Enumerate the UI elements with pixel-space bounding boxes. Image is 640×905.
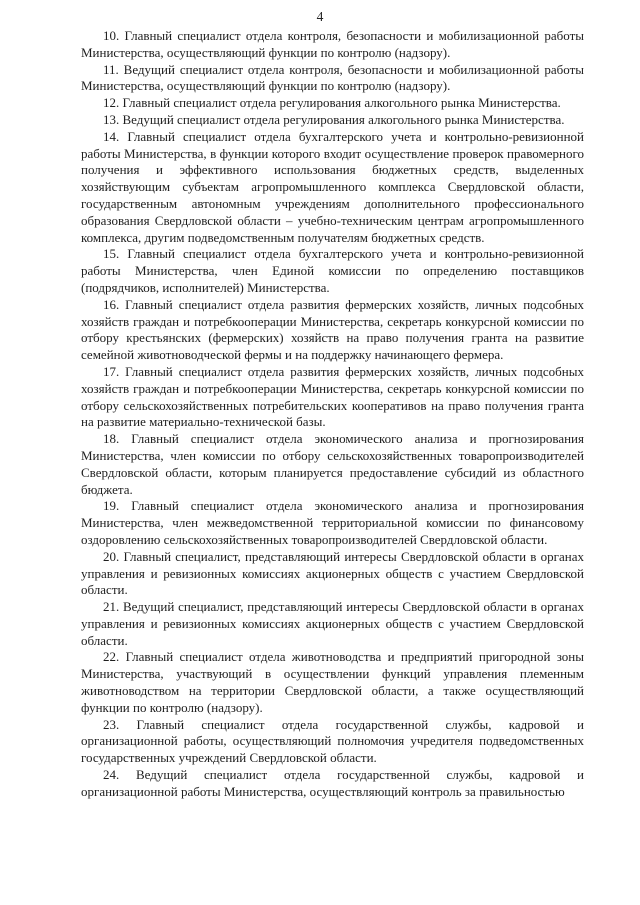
- list-item-18: 18. Главный специалист отдела экономического анализа и прогнозирования Министерства, член комиссии по отбору сельскохозяйственных товаропроизводителей Свердловской области, которым планируется предоставление субсидий из областного бюджета.: [81, 431, 584, 497]
- list-item-21: 21. Ведущий специалист, представляющий интересы Свердловской области в органах управления и ревизионных комиссиях акционерных обществ с участием Свердловской области.: [81, 599, 584, 648]
- list-item-12: 12. Главный специалист отдела регулирования алкогольного рынка Министерства.: [103, 95, 561, 111]
- document-body: [81, 28, 584, 801]
- list-item-10: 10. Главный специалист отдела контроля, безопасности и мобилизационной работы Министерства, осуществляющий функции по контролю (надзору).: [81, 28, 584, 60]
- list-item-22: 22. Главный специалист отдела животноводства и предприятий пригородной зоны Министерства, участвующий в осуществлении функций управления племенным животноводством на территории Свердловской области, а также осуществляющий функции по контролю (надзору).: [81, 649, 584, 715]
- list-item-24: 24. Ведущий специалист отдела государственной службы, кадровой и организационной работы Министерства, осуществляющий контроль за правильностью: [81, 767, 584, 799]
- list-item-13: 13. Ведущий специалист отдела регулирования алкогольного рынка Министерства.: [103, 111, 565, 127]
- list-item-11: 11. Ведущий специалист отдела контроля, безопасности и мобилизационной работы Министерства, осуществляющий функции по контролю (надзору).: [81, 61, 584, 94]
- page-number: 4: [316, 9, 324, 24]
- list-item-14: 14. Главный специалист отдела бухгалтерского учета и контрольно-ревизионной работы Министерства, в функции которого входит осуществление проверок правомерного получения и эффективного использования бюджетных средств, выделенных хозяйствующим субъектам агропромышленного комплекса Свердловской области, государственным автономным учреждениям дополнительного профессионального образования Свердловской области – учебно-техническим центрам агропромышленного комплекса, другим подведомственным получателям бюджетных средств.: [81, 128, 584, 245]
- list-item-15: 15. Главный специалист отдела бухгалтерского учета и контрольно-ревизионной работы Министерства, член Единой комиссии по определению поставщиков (подрядчиков, исполнителей) Министерства.: [81, 246, 584, 295]
- list-item-19: 19. Главный специалист отдела экономического анализа и прогнозирования Министерства, член межведомственной территориальной комиссии по финансовому оздоровлению сельскохозяйственных товаропроизводителей Свердловской области.: [81, 498, 584, 547]
- list-item-20: 20. Главный специалист, представляющий интересы Свердловской области в органах управления и ревизионных комиссиях акционерных обществ с участием Свердловской области.: [81, 548, 584, 598]
- list-item-23: 23. Главный специалист отдела государственной службы, кадровой и организационной работы, осуществляющий полномочия учредителя подведомственных государственных учреждений Свердловской области.: [81, 716, 584, 766]
- list-item-17: 17. Главный специалист отдела развития фермерских хозяйств, личных подсобных хозяйств граждан и потребкооперации Министерства, секретарь конкурсной комиссии по отбору сельскохозяйственных потребительских кооперативов на право получения гранта на развитие материально-технической базы.: [81, 363, 584, 430]
- list-item-16: 16. Главный специалист отдела развития фермерских хозяйств, личных подсобных хозяйств граждан и потребкооперации Министерства, секретарь конкурсной комиссии по отбору крестьянских (фермерских) хозяйств на право получения гранта на развитие семейной животноводческой фермы и на поддержку начинающего фермера.: [81, 296, 584, 363]
